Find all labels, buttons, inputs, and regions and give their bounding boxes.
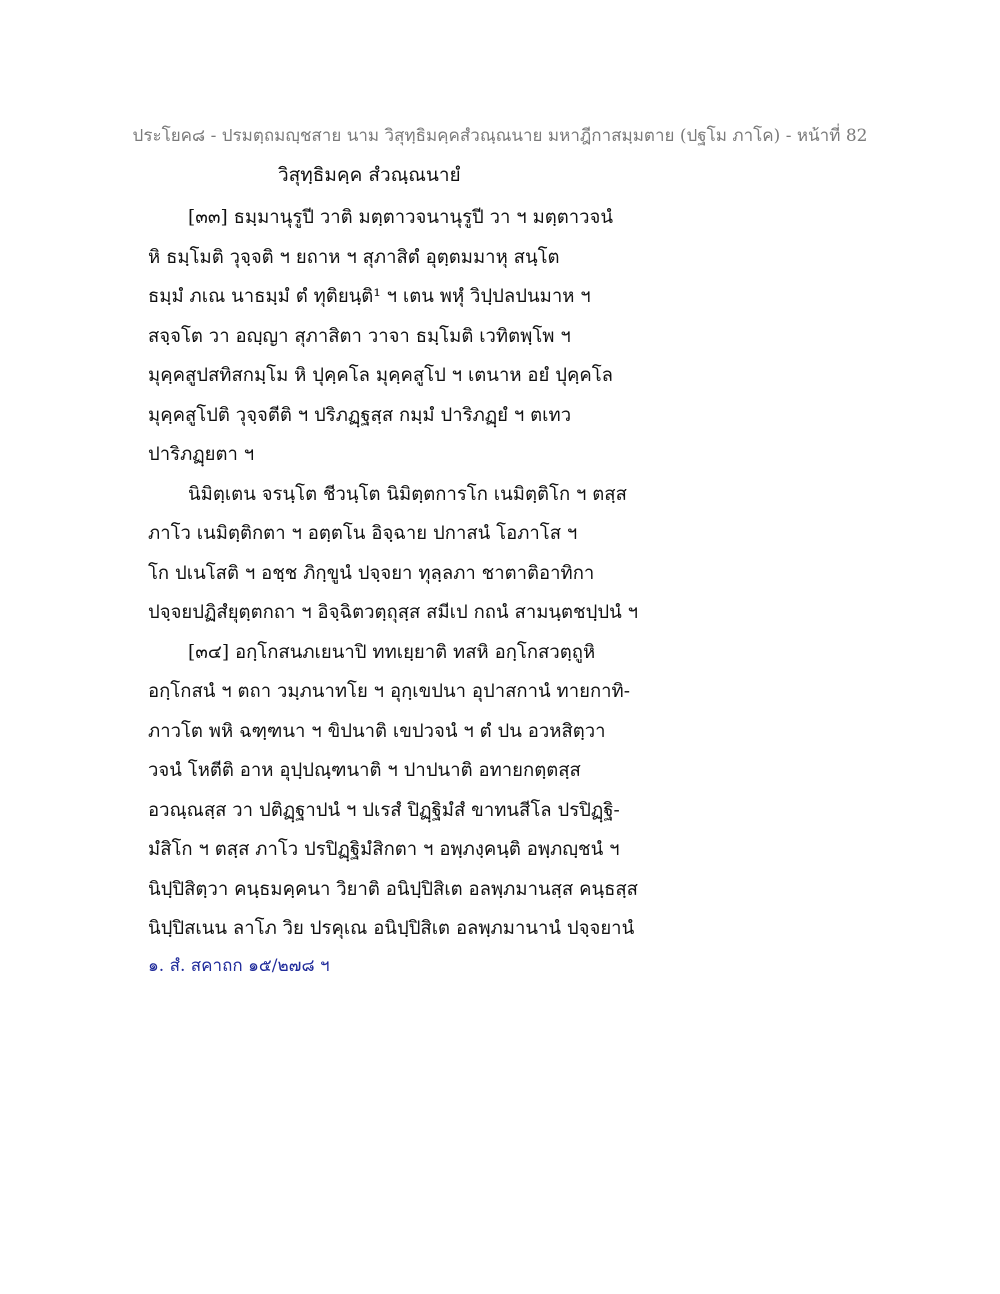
body-text [148, 198, 708, 949]
text-line: หิ ธมฺโมติ วุจฺจติ ฯ ยถาห ฯ สุภาสิตํ อุตฺตมมาหุ สนฺโต [148, 246, 560, 268]
text-line: ปาริภฏฺยตา ฯ [148, 444, 255, 465]
text-line: ภาวโต พหิ ฉฑฺฑนา ฯ ขิปนาติ เขปวจนํ ฯ ตํ ปน อวหสิตฺวา [148, 720, 606, 742]
text-line: [๓๓] ธมฺมานุรูปี วาติ มตฺตาวจนานุรูปี วา ฯ มตฺตาวจนํ [188, 207, 614, 228]
footnote: ๑. สํ. สคาถก ๑๕/๒๗๘ ฯ [148, 956, 330, 976]
text-line: สจฺจโต วา อญฺญา สุภาสิตา วาจา ธมฺโมติ เวทิตพฺโพ ฯ [148, 325, 571, 347]
text-line: ภาโว เนมิตฺติกตา ฯ อตฺตโน อิจฺฉาย ปกาสนํ โอภาโส ฯ [148, 523, 578, 544]
text-line: มุคฺคสูโปติ วุจฺจตีติ ฯ ปริภฏฺฐสฺส กมฺมํ ปาริภฏฺยํ ฯ ตเทว [148, 404, 572, 426]
text-line: โก ปเนโสติ ฯ อชฺช ภิกฺขูนํ ปจฺจยา ทุลฺลภา ชาตาติอาทิกา [148, 562, 595, 584]
text-line: นิมิตฺเตน จรนฺโต ชีวนฺโต นิมิตฺตการโก เนมิตฺติโก ฯ ตสฺส [188, 483, 627, 505]
text-line: ธมฺมํ ภเณ นาธมฺมํ ตํ ทุติยนฺติ¹ ฯ เตน พหุํ วิปฺปลปนมาห ฯ [148, 286, 591, 307]
text-line: มุคฺคสูปสทิสกมฺโม หิ ปุคฺคโล มุคฺคสูโป ฯ เตนาห อยํ ปุคฺคโล [148, 365, 614, 386]
text-line: วจนํ โหตีติ อาห อุปฺปณฺฑนาติ ฯ ปาปนาติ อทายกตฺตสฺส [148, 760, 581, 781]
section-title: วิสุทฺธิมคฺค สํวณฺณนายํ [278, 164, 461, 186]
text-line: นิปฺปิสิตฺวา คนฺธมคฺคนา วิยาติ อนิปฺปิสิเต อลพฺภมานสฺส คนฺธสฺส [148, 878, 638, 900]
text-line: [๓๔] อกฺโกสนภเยนาปิ ททเยฺยาติ ทสหิ อกฺโกสวตฺถูหิ [188, 641, 596, 663]
page-header: ประโยค๘ - ปรมตฺถมญฺชสาย นาม วิสุทฺธิมคฺคสํวณฺณนาย มหาฎีกาสมฺมตาย (ปฐโม ภาโค) - หน้าที่ 82 [132, 126, 868, 146]
text-line: นิปฺปิสเนน ลาโภ วิย ปรคุเณ อนิปฺปิสิเต อลพฺภมานานํ ปจฺจยานํ [148, 918, 635, 939]
text-line: ปจฺจยปฏิสํยุตฺตกถา ฯ อิจฺฉิตวตฺถุสฺส สมีเป กถนํ สามนฺตชปฺปนํ ฯ [148, 602, 639, 623]
text-line: อวณฺณสฺส วา ปติฏฺฐาปนํ ฯ ปเรสํ ปิฏฺฐิมํสํ ขาทนสีโล ปรปิฏฺฐิ- [148, 799, 620, 821]
text-line: มํสิโก ฯ ตสฺส ภาโว ปรปิฏฺฐิมํสิกตา ฯ อพฺภงฺคนฺติ อพฺภญฺชนํ ฯ [148, 839, 620, 860]
text-line: อกฺโกสนํ ฯ ตถา วมฺภนาทโย ฯ อุกฺเขปนา อุปาสกานํ ทายกาทิ- [148, 681, 631, 702]
